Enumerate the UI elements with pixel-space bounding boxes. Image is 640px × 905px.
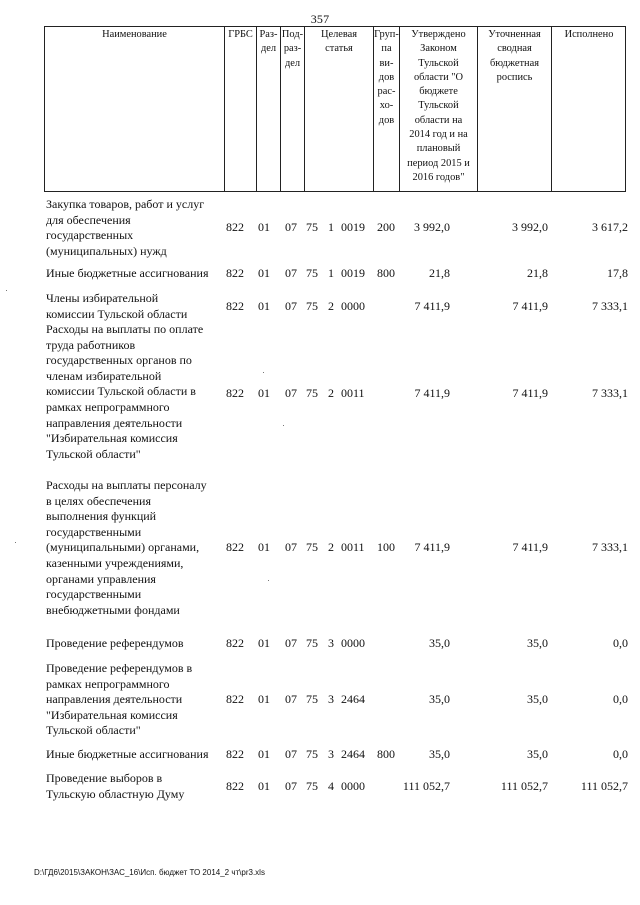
- row-name: Закупка товаров, работ и услуг для обеспечения государственных (муниципальных) нужд: [46, 197, 205, 258]
- header-podrazdel: Под- раз- дел: [281, 27, 305, 191]
- row-cs-code: 2464: [341, 692, 365, 706]
- row-razdel: 01: [258, 779, 270, 793]
- row-utverzhdeno: 21,8: [429, 266, 450, 280]
- row-rospis: 35,0: [527, 692, 548, 706]
- row-name: Проведение референдумов в рамках непрограммного направления деятельности "Избирательная комиссия Тульской области": [46, 661, 193, 738]
- row-utverzhdeno: 111 052,7: [402, 779, 450, 793]
- table-row: [44, 747, 634, 763]
- row-razdel: 01: [258, 386, 270, 400]
- row-podrazdel: 07: [285, 636, 297, 650]
- row-rospis: 7 411,9: [512, 386, 548, 400]
- row-grbs: 822: [226, 636, 244, 650]
- row-podrazdel: 07: [285, 220, 297, 234]
- row-ispolneno: 0,0: [613, 692, 628, 706]
- row-cs-program: 75: [306, 266, 318, 280]
- row-grbs: 822: [226, 386, 244, 400]
- row-cs-code: 0011: [341, 540, 365, 554]
- row-ispolneno: 0,0: [613, 747, 628, 761]
- scan-speck: [263, 372, 264, 373]
- row-name: Иные бюджетные ассигнования: [46, 747, 209, 761]
- row-grbs: 822: [226, 779, 244, 793]
- row-cs-code: 0000: [341, 636, 365, 650]
- row-podrazdel: 07: [285, 266, 297, 280]
- header-utochnennaya-rospis: Уточненная сводная бюджетная роспись: [478, 27, 552, 191]
- row-cs-program: 75: [306, 386, 318, 400]
- table-row: [44, 291, 634, 323]
- row-cs-code: 0000: [341, 779, 365, 793]
- row-grbs: 822: [226, 220, 244, 234]
- row-grbs: 822: [226, 266, 244, 280]
- row-cs-subprogram: 2: [328, 540, 334, 554]
- row-razdel: 01: [258, 636, 270, 650]
- table-row: [44, 636, 634, 652]
- row-name: Проведение референдумов: [46, 636, 184, 650]
- table-row: [44, 478, 634, 620]
- row-vid-rashodov: 100: [377, 540, 395, 554]
- row-cs-subprogram: 1: [328, 266, 334, 280]
- row-ispolneno: 0,0: [613, 636, 628, 650]
- header-utverzhdeno: Утверждено Законом Тульской области "О бюджете Тульской области на 2014 год и на плановый период 2015 и 2016 годов": [400, 27, 478, 191]
- page-number: 357: [310, 12, 330, 26]
- row-grbs: 822: [226, 299, 244, 313]
- row-rospis: 7 411,9: [512, 299, 548, 313]
- header-ispolneno: Исполнено: [564, 29, 614, 40]
- row-cs-code: 0019: [341, 266, 365, 280]
- row-ispolneno: 7 333,1: [592, 299, 628, 313]
- row-podrazdel: 07: [285, 779, 297, 793]
- scan-speck: [268, 580, 269, 581]
- row-vid-rashodov: 200: [377, 220, 395, 234]
- scan-speck: [283, 425, 284, 426]
- row-ispolneno: 111 052,7: [580, 779, 628, 793]
- row-razdel: 01: [258, 540, 270, 554]
- row-razdel: 01: [258, 266, 270, 280]
- row-cs-subprogram: 2: [328, 299, 334, 313]
- row-rospis: 111 052,7: [500, 779, 548, 793]
- row-rospis: 35,0: [527, 747, 548, 761]
- row-cs-subprogram: 3: [328, 692, 334, 706]
- table-row: [44, 771, 634, 803]
- header-razdel: Раз- дел: [257, 27, 281, 191]
- row-cs-program: 75: [306, 540, 318, 554]
- table-row: [44, 197, 634, 261]
- row-cs-subprogram: 3: [328, 636, 334, 650]
- row-utverzhdeno: 7 411,9: [414, 386, 450, 400]
- row-grbs: 822: [226, 692, 244, 706]
- header-grbs: ГРБС: [225, 27, 257, 191]
- row-ispolneno: 17,8: [607, 266, 628, 280]
- row-cs-code: 0019: [341, 220, 365, 234]
- row-name: Иные бюджетные ассигнования: [46, 266, 209, 280]
- row-utverzhdeno: 3 992,0: [414, 220, 450, 234]
- row-cs-subprogram: 4: [328, 779, 334, 793]
- scan-speck: [6, 290, 7, 291]
- row-rospis: 3 992,0: [512, 220, 548, 234]
- row-name: Расходы на выплаты по оплате труда работников государственных органов по членам избирательной комиссии Тульской области в рамках непрограммного направления деятельности "Избирательная комиссия Тульской области": [46, 322, 204, 461]
- row-cs-code: 0000: [341, 299, 365, 313]
- row-utverzhdeno: 35,0: [429, 692, 450, 706]
- row-cs-subprogram: 3: [328, 747, 334, 761]
- table-row: [44, 266, 634, 282]
- row-utverzhdeno: 7 411,9: [414, 299, 450, 313]
- row-razdel: 01: [258, 692, 270, 706]
- row-podrazdel: 07: [285, 540, 297, 554]
- row-cs-program: 75: [306, 692, 318, 706]
- scan-speck: [15, 542, 16, 543]
- row-razdel: 01: [258, 299, 270, 313]
- row-razdel: 01: [258, 220, 270, 234]
- row-grbs: 822: [226, 747, 244, 761]
- header-vid-rashodov: Груп- па ви- дов рас- хо- дов: [374, 27, 400, 191]
- row-ispolneno: 3 617,2: [592, 220, 628, 234]
- row-vid-rashodov: 800: [377, 747, 395, 761]
- row-podrazdel: 07: [285, 299, 297, 313]
- row-cs-program: 75: [306, 220, 318, 234]
- row-podrazdel: 07: [285, 692, 297, 706]
- row-cs-subprogram: 1: [328, 220, 334, 234]
- row-vid-rashodov: 800: [377, 266, 395, 280]
- row-cs-program: 75: [306, 299, 318, 313]
- row-cs-code: 2464: [341, 747, 365, 761]
- row-utverzhdeno: 7 411,9: [414, 540, 450, 554]
- row-podrazdel: 07: [285, 747, 297, 761]
- table-header: [44, 26, 626, 192]
- row-name: Проведение выборов в Тульскую областную Думу: [46, 771, 185, 801]
- footer-file-path: D:\ГД6\2015\ЗАКОН\ЗАС_16\Исп. бюджет ТО 2014_2 чт\pr3.xls: [34, 868, 265, 877]
- row-rospis: 21,8: [527, 266, 548, 280]
- row-rospis: 35,0: [527, 636, 548, 650]
- row-cs-program: 75: [306, 636, 318, 650]
- row-cs-subprogram: 2: [328, 386, 334, 400]
- row-cs-program: 75: [306, 747, 318, 761]
- row-cs-code: 0011: [341, 386, 365, 400]
- table-row: [44, 322, 634, 464]
- row-grbs: 822: [226, 540, 244, 554]
- header-celevaya-statya: Целевая статья: [305, 27, 374, 191]
- row-utverzhdeno: 35,0: [429, 747, 450, 761]
- row-ispolneno: 7 333,1: [592, 386, 628, 400]
- table-row: [44, 661, 634, 739]
- row-rospis: 7 411,9: [512, 540, 548, 554]
- header-name: Наименование: [45, 27, 225, 191]
- row-utverzhdeno: 35,0: [429, 636, 450, 650]
- row-podrazdel: 07: [285, 386, 297, 400]
- row-ispolneno: 7 333,1: [592, 540, 628, 554]
- row-razdel: 01: [258, 747, 270, 761]
- row-cs-program: 75: [306, 779, 318, 793]
- row-name: Расходы на выплаты персоналу в целях обеспечения выполнения функций государственными (муниципальными) органами, казенными учреждениями, органами управления государственными внебюджетными фондами: [46, 478, 207, 617]
- row-name: Члены избирательной комиссии Тульской области: [46, 291, 188, 321]
